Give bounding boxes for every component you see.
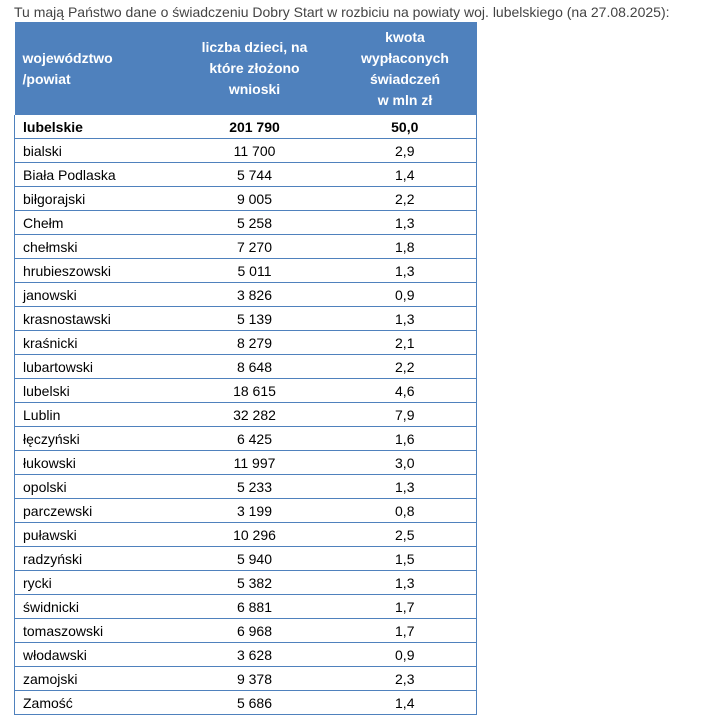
table-row [15,499,477,523]
cell-region: parczewski [15,499,176,523]
cell-region: bialski [15,139,176,163]
table-row [15,331,477,355]
table-row [15,451,477,475]
table-row [15,163,477,187]
table-row [15,643,477,667]
cell-amount: 0,9 [334,283,477,307]
table-row [15,403,477,427]
cell-amount: 1,7 [334,595,477,619]
cell-children-count: 6 425 [176,427,334,451]
data-table [14,22,477,715]
cell-region: Lublin [15,403,176,427]
cell-region: włodawski [15,643,176,667]
cell-children-count: 9 378 [176,667,334,691]
cell-children-count: 3 628 [176,643,334,667]
cell-children-count: 11 700 [176,139,334,163]
cell-children-count: 8 279 [176,331,334,355]
cell-children-count: 18 615 [176,379,334,403]
cell-children-count: 5 139 [176,307,334,331]
cell-amount: 0,9 [334,643,477,667]
cell-region: lubelski [15,379,176,403]
table-row [15,139,477,163]
table-row [15,427,477,451]
cell-children-count: 9 005 [176,187,334,211]
table-row [15,523,477,547]
cell-amount: 7,9 [334,403,477,427]
cell-children-count: 32 282 [176,403,334,427]
header-children-line: wnioski [228,81,281,97]
cell-region: tomaszowski [15,619,176,643]
table-row [15,187,477,211]
table-row [15,595,477,619]
cell-amount: 1,3 [334,211,477,235]
cell-region: krasnostawski [15,307,176,331]
cell-region: hrubieszowski [15,259,176,283]
table-header [15,22,477,115]
header-amount-line: wypłaconych [361,49,449,66]
table-row [15,211,477,235]
cell-amount: 1,7 [334,619,477,643]
cell-region: świdnicki [15,595,176,619]
cell-amount: 3,0 [334,451,477,475]
cell-amount: 1,4 [334,691,477,715]
cell-region: janowski [15,283,176,307]
cell-amount: 1,3 [334,307,477,331]
header-children-line: liczba dzieci, na [201,39,308,55]
cell-amount: 2,3 [334,667,477,691]
table-row [15,283,477,307]
cell-region: łęczyński [15,427,176,451]
cell-amount: 2,9 [334,139,477,163]
header-amount-line: w mln zł [377,91,433,108]
cell-region: Zamość [15,691,176,715]
cell-amount: 4,6 [334,379,477,403]
table-row [15,259,477,283]
cell-region: lubelskie [15,115,176,139]
table-row-total [15,115,477,139]
cell-region: lubartowski [15,355,176,379]
cell-children-count: 6 968 [176,619,334,643]
cell-amount: 50,0 [334,115,477,139]
header-region-line: województwo [22,49,113,66]
cell-children-count: 6 881 [176,595,334,619]
table-row [15,379,477,403]
cell-children-count: 201 790 [176,115,334,139]
cell-children-count: 8 648 [176,355,334,379]
cell-children-count: 5 382 [176,571,334,595]
table-row [15,691,477,715]
cell-amount: 2,2 [334,355,477,379]
table-body [15,115,477,715]
cell-region: radzyński [15,547,176,571]
cell-children-count: 7 270 [176,235,334,259]
cell-children-count: 3 199 [176,499,334,523]
cell-amount: 2,2 [334,187,477,211]
table-row [15,355,477,379]
cell-children-count: 5 233 [176,475,334,499]
cell-children-count: 5 686 [176,691,334,715]
cell-amount: 1,3 [334,571,477,595]
header-amount [334,22,477,115]
table-row [15,307,477,331]
header-amount-line: kwota [385,28,425,45]
cell-amount: 0,8 [334,499,477,523]
cell-region: zamojski [15,667,176,691]
header-row [15,22,477,115]
cell-region: łukowski [15,451,176,475]
cell-amount: 1,3 [334,259,477,283]
cell-amount: 1,6 [334,427,477,451]
cell-children-count: 5 940 [176,547,334,571]
header-children-count [176,22,334,115]
table-row [15,547,477,571]
cell-amount: 1,8 [334,235,477,259]
cell-children-count: 10 296 [176,523,334,547]
cell-amount: 1,3 [334,475,477,499]
cell-children-count: 3 826 [176,283,334,307]
header-children-line: które złożono [209,60,300,76]
table-row [15,475,477,499]
cell-children-count: 5 744 [176,163,334,187]
cell-children-count: 11 997 [176,451,334,475]
cell-region: Chełm [15,211,176,235]
table-row [15,667,477,691]
header-amount-line: świadczeń [369,70,441,87]
table-row [15,571,477,595]
cell-region: biłgorajski [15,187,176,211]
cell-children-count: 5 258 [176,211,334,235]
cell-region: chełmski [15,235,176,259]
cell-amount: 2,5 [334,523,477,547]
cell-region: opolski [15,475,176,499]
cell-children-count: 5 011 [176,259,334,283]
table-row [15,235,477,259]
cell-amount: 1,5 [334,547,477,571]
cell-region: puławski [15,523,176,547]
cell-amount: 1,4 [334,163,477,187]
intro-text: Tu mają Państwo dane o świadczeniu Dobry Start w rozbiciu na powiaty woj. lubelskiego (na 27.08.2025): [14,4,670,20]
table-row [15,619,477,643]
cell-region: rycki [15,571,176,595]
cell-amount: 2,1 [334,331,477,355]
cell-region: Biała Podlaska [15,163,176,187]
header-region-line: /powiat [22,70,71,87]
header-region [15,22,176,115]
cell-region: kraśnicki [15,331,176,355]
